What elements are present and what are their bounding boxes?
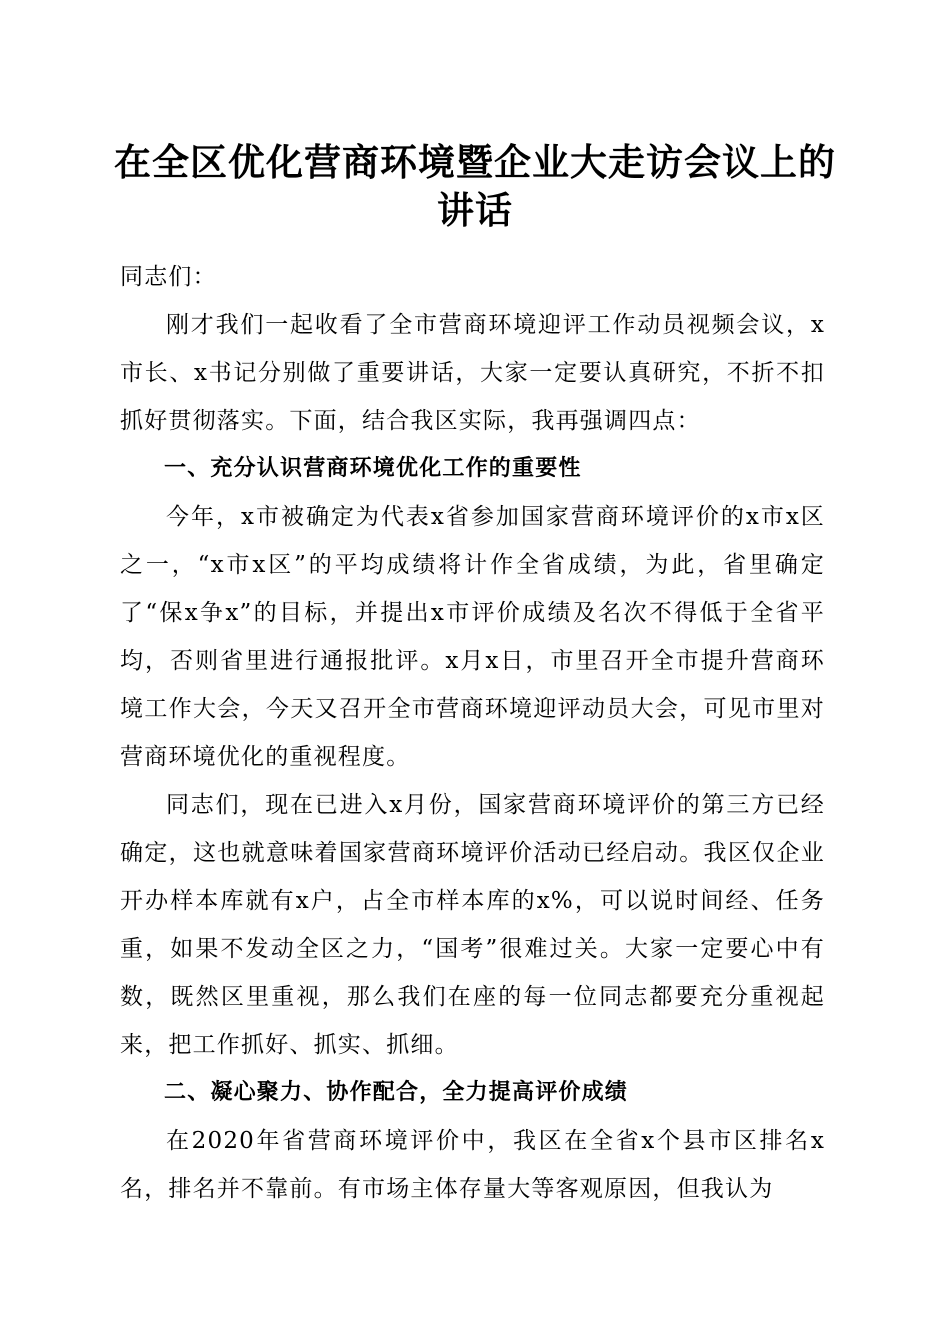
salutation: 同志们： bbox=[120, 264, 217, 290]
paragraph-section1-b: 同志们，现在已进入x月份，国家营商环境评价的第三方已经确定，这也就意味着国家营商环境评价活动已经启动。我区仅企业开办样本库就有x户，占全市样本库的x%，可以说时间经、任务重，如果不发动全区之力，“国考”很难过关。大家一定要心中有数，既然区里重视，那么我们在座的每一位同志都要充分重视起来，把工作抓好、抓实、抓细。 bbox=[120, 792, 825, 1058]
document-body bbox=[120, 253, 825, 1213]
paragraph-section1-a: 今年，x市被确定为代表x省参加国家营商环境评价的x市x区之一，“x市x区”的平均成绩将计作全省成绩，为此，省里确定了“保x争x”的目标，并提出x市评价成绩及名次不得低于全省平均，否则省里进行通报批评。x月x日，市里召开全市提升营商环境工作大会，今天又召开全市营商环境迎评动员大会，可见市里对营商环境优化的重视程度。 bbox=[120, 504, 825, 770]
paragraph-intro: 刚才我们一起收看了全市营商环境迎评工作动员视频会议，x市长、x书记分别做了重要讲话，大家一定要认真研究，不折不扣抓好贯彻落实。下面，结合我区实际，我再强调四点： bbox=[120, 312, 825, 434]
section-heading-1: 一、充分认识营商环境优化工作的重要性 bbox=[164, 456, 582, 481]
section-heading-2: 二、凝心聚力、协作配合，全力提高评价成绩 bbox=[164, 1080, 629, 1105]
document-title: 在全区优化营商环境暨企业大走访会议上的讲话 bbox=[114, 140, 836, 232]
paragraph-section2-a: 在2020年省营商环境评价中，我区在全省x个县市区排名x名，排名并不靠前。有市场主体存量大等客观原因，但我认为 bbox=[120, 1128, 825, 1202]
